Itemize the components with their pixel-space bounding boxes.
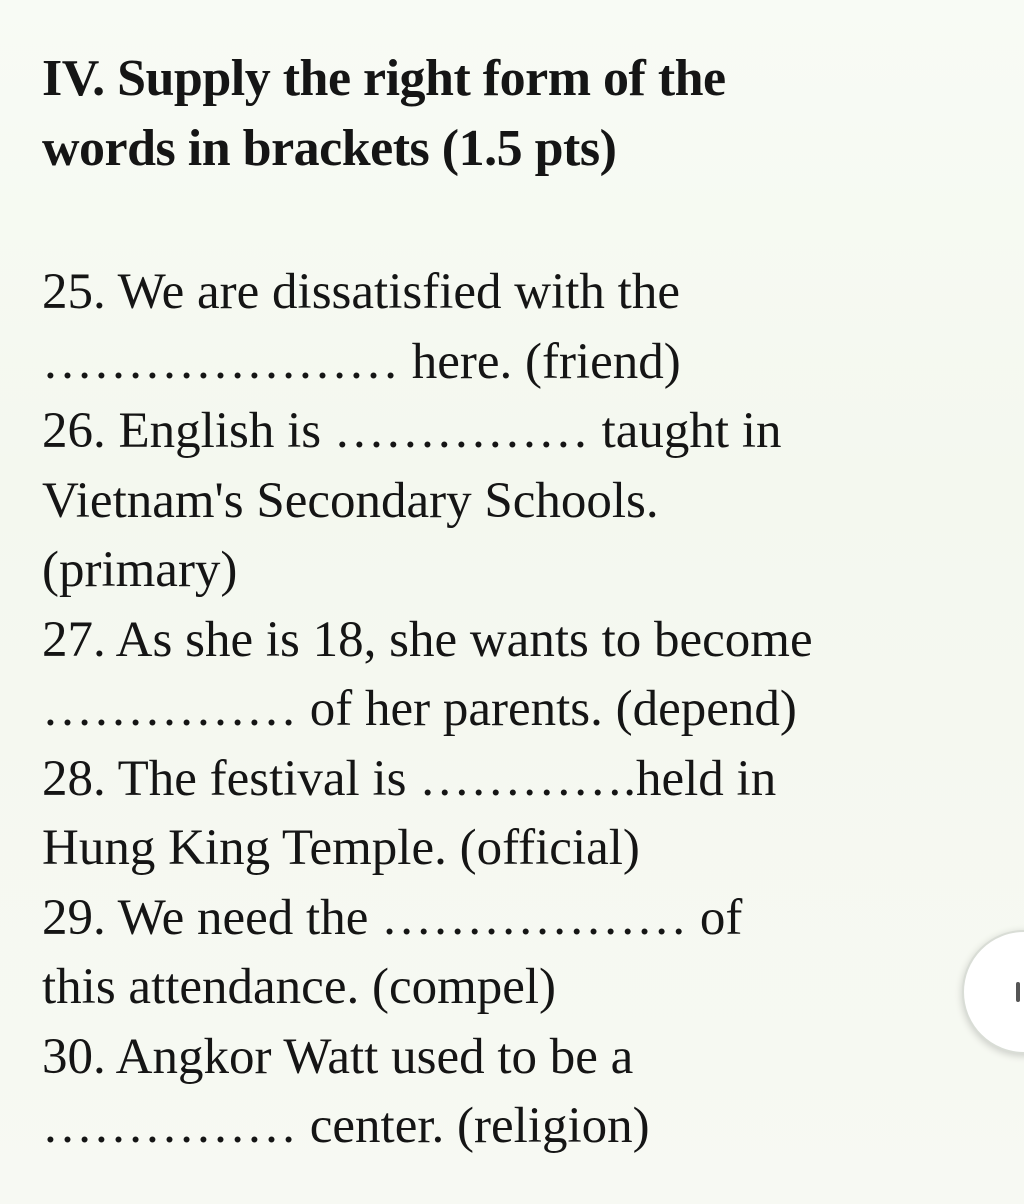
question-30 xyxy=(42,1023,982,1162)
question-line: 30. Angkor Watt used to be a xyxy=(42,1028,634,1085)
question-line: ………………… here. (friend) xyxy=(42,333,681,390)
question-line: Vietnam's Secondary Schools. xyxy=(42,472,659,529)
question-line: (primary) xyxy=(42,542,238,598)
grip-icon xyxy=(1016,982,1020,1002)
question-line: 27. As she is 18, she wants to become xyxy=(42,611,813,668)
question-list xyxy=(42,258,982,1162)
question-26 xyxy=(42,397,982,606)
question-25 xyxy=(42,258,982,397)
question-28 xyxy=(42,745,982,884)
question-line: Hung King Temple. (official) xyxy=(42,820,640,876)
question-27 xyxy=(42,606,982,745)
question-line: …………… center. (religion) xyxy=(42,1098,650,1154)
question-line: …………… of her parents. (depend) xyxy=(42,681,797,737)
question-29 xyxy=(42,884,982,1023)
heading-line-2: words in brackets (1.5 pts) xyxy=(42,120,617,177)
question-line: 29. We need the ……………… of xyxy=(42,889,743,946)
question-line: 25. We are dissatisfied with the xyxy=(42,264,680,320)
question-line: this attendance. (compel) xyxy=(42,959,557,1015)
heading-line-1: IV. Supply the right form of the xyxy=(42,50,726,107)
question-line: 28. The festival is ………….held in xyxy=(42,750,777,807)
exercise-heading xyxy=(42,44,862,184)
question-line: 26. English is …………… taught in xyxy=(42,403,782,459)
